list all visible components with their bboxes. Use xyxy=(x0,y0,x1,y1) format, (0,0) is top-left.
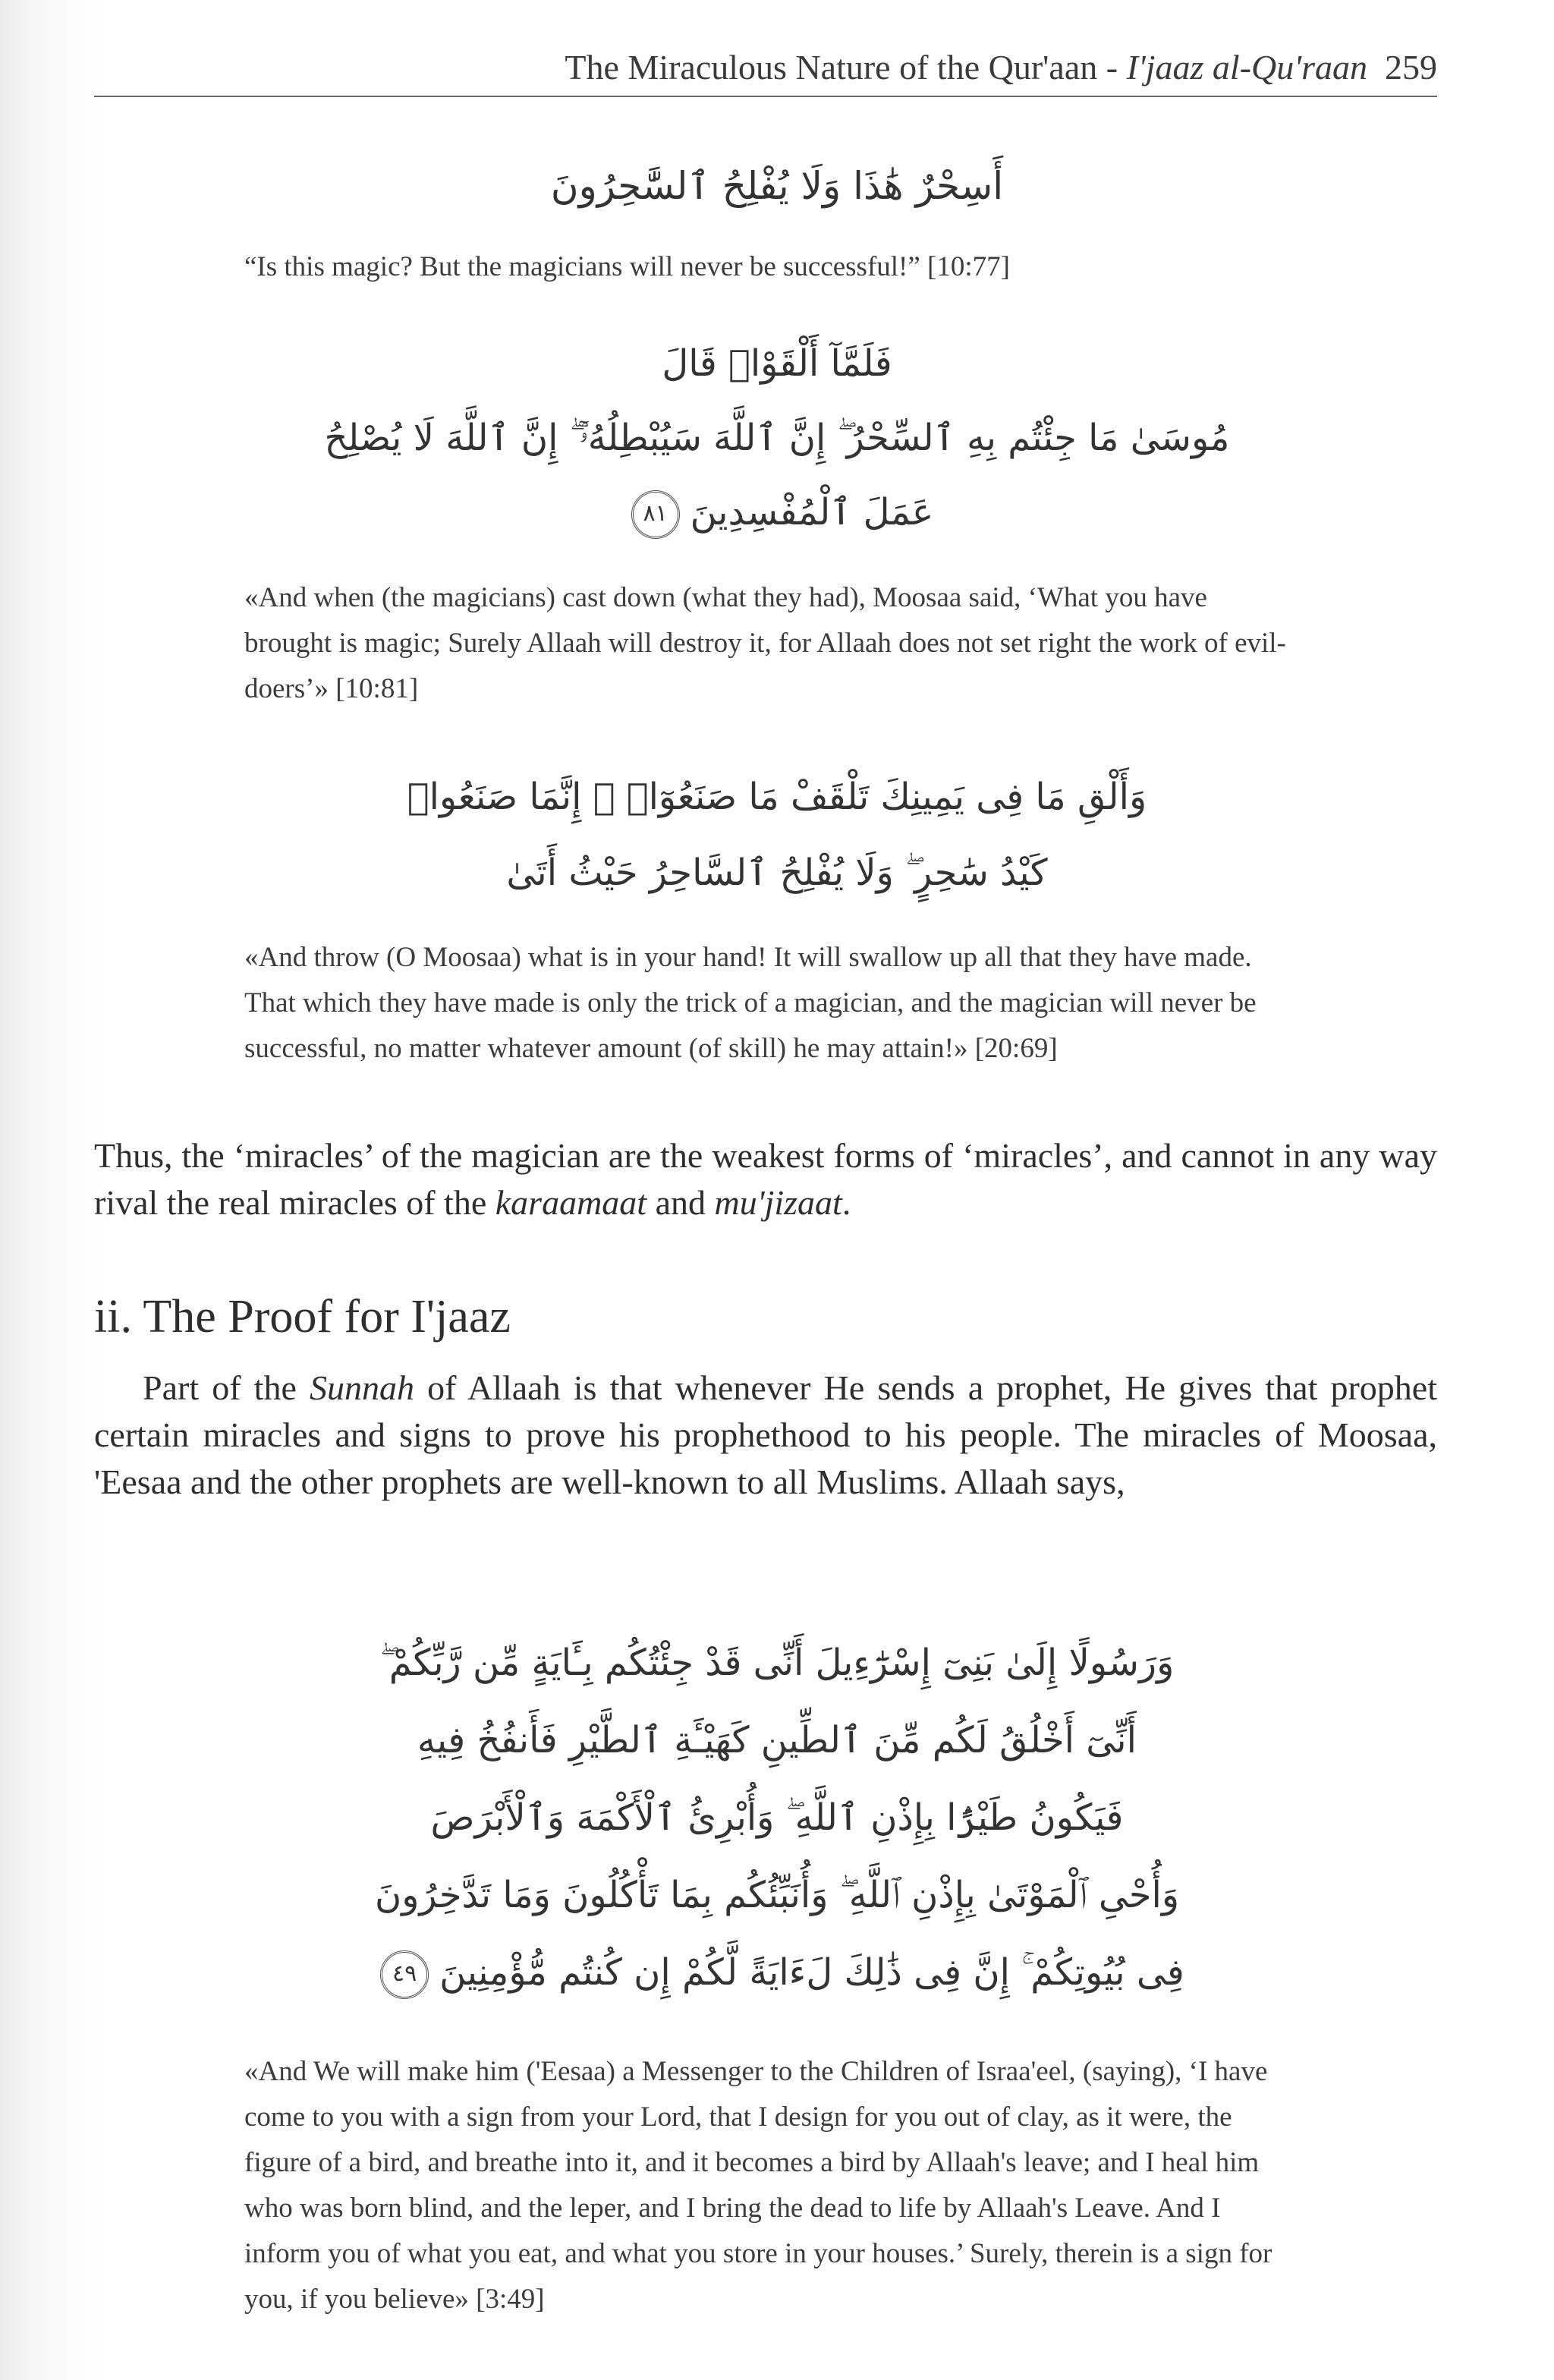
quran-verse-10-81 xyxy=(0,326,1554,549)
arabic-line: أَنِّىٓ أَخْلُقُ لَكُم مِّنَ ٱلطِّينِ كَهَيْـَٔةِ ٱلطَّيْرِ فَأَنفُخُ فِيهِ xyxy=(417,1719,1137,1761)
header-title-italic: I'jaaz al-Qu'raan xyxy=(1126,48,1367,87)
term-sunnah: Sunnah xyxy=(310,1368,414,1407)
arabic-line: وَأَلْقِ مَا فِى يَمِينِكَ تَلْقَفْ مَا صَنَعُوٓا۟ ۖ إِنَّمَا صَنَعُوا۟ xyxy=(407,776,1147,818)
paragraph-text: . xyxy=(841,1183,851,1222)
section-heading: ii. The Proof for I'jaaz xyxy=(94,1291,511,1343)
running-header xyxy=(94,44,1437,97)
arabic-line: كَيْدُ سَٰحِرٍ ۖ وَلَا يُفْلِحُ ٱلسَّاحِرُ حَيْثُ أَتَىٰ xyxy=(506,852,1048,894)
arabic-line-text: فِى بُيُوتِكُمْ ۚ إِنَّ فِى ذَٰلِكَ لَءَايَةً لَّكُمْ إِن كُنتُم مُّؤْمِنِينَ xyxy=(439,1951,1184,1994)
quran-verse-20-69 xyxy=(0,759,1554,911)
arabic-line: مُوسَىٰ مَا جِئْتُم بِهِ ٱلسِّحْرُ ۖ إِنَّ ٱللَّهَ سَيُبْطِلُهُۥٓ ۖ إِنَّ ٱللَّهَ لَا يُصْلِحُ xyxy=(324,417,1230,459)
ayah-number-marker: ٨١ xyxy=(631,490,680,539)
term-mujizaat: mu'jizaat xyxy=(714,1183,842,1222)
arabic-line xyxy=(0,475,1554,549)
quran-verse-3-49 xyxy=(0,1624,1554,2011)
paragraph-text: of Allaah is that whenever He sends a prophet, He gives that prophet certain miracles and signs to prove his prophethood to his people. The miracles of Moosaa, 'Eesaa and the other prophets are well-known to all Muslims. Allaah says, xyxy=(94,1368,1437,1501)
verse-translation-10-81: «And when (the magicians) cast down (what they had), Moosaa said, ‘What you have brought is magic; Surely Allaah will destroy it, for Allaah does not set right the work of evil-doers’» [10:81] xyxy=(244,582,1286,704)
term-karaamaat: karaamaat xyxy=(495,1183,647,1222)
paragraph-text: and xyxy=(646,1183,715,1222)
arabic-line xyxy=(0,1934,1554,2011)
verse-translation-3-49: «And We will make him ('Eesaa) a Messenger to the Children of Israa'eel, (saying), ‘I have come to you with a sign from your Lord, that I design for you out of clay, as it were, the figure of a bird, and breathe into it, and it becomes a bird by Allaah's leave; and I heal him who was born blind, and the leper, and I bring the dead to life by Allaah's Leave. And I inform you of what you eat, and what you store in your houses.’ Surely, therein is a sign for you, if you believe» [3:49] xyxy=(244,2056,1272,2315)
ayah-number-marker: ٤٩ xyxy=(380,1950,429,1999)
paragraph-text: Thus, the ‘miracles’ of the magician are the weakest forms of ‘miracles’, and cannot in any way rival the real miracles of the xyxy=(94,1136,1437,1222)
arabic-line: وَرَسُولًا إِلَىٰ بَنِىٓ إِسْرَٰٓءِيلَ أَنِّى قَدْ جِئْتُكُم بِـَٔايَةٍ مِّن رَّبِّكُمْ ۖ xyxy=(379,1642,1175,1684)
quran-verse-10-77: أَسِحْرٌ هَٰذَا وَلَا يُفْلِحُ ٱلسَّٰحِرُونَ xyxy=(550,164,1004,208)
verse-translation-20-69: «And throw (O Moosaa) what is in your hand! It will swallow up all that they have made. That which they have made is only the trick of a magician, and the magician will never be successful, no matter whatever amount (of skill) he may attain!» [20:69] xyxy=(244,942,1257,1064)
arabic-line: فَيَكُونُ طَيْرًۢا بِإِذْنِ ٱللَّهِ ۖ وَأُبْرِئُ ٱلْأَكْمَهَ وَٱلْأَبْرَصَ xyxy=(430,1796,1124,1839)
body-paragraph xyxy=(94,1365,1437,1506)
arabic-line: وَأُحْىِ ٱلْمَوْتَىٰ بِإِذْنِ ٱللَّهِ ۖ وَأُنَبِّئُكُم بِمَا تَأْكُلُونَ وَمَا تَدَّخِرُونَ xyxy=(374,1874,1180,1916)
header-title-plain: The Miraculous Nature of the Qur'aan - xyxy=(565,48,1127,87)
body-paragraph xyxy=(94,1132,1437,1226)
arabic-line: فَلَمَّآ أَلْقَوْا۟ قَالَ xyxy=(662,342,892,385)
arabic-line-text: عَمَلَ ٱلْمُفْسِدِينَ xyxy=(690,491,934,534)
header-title xyxy=(565,47,1437,87)
paragraph-text: Part of the xyxy=(143,1368,310,1407)
page-number: 259 xyxy=(1385,48,1437,87)
verse-translation-10-77: “Is this magic? But the magicians will never be successful!” [10:77] xyxy=(244,251,1010,282)
